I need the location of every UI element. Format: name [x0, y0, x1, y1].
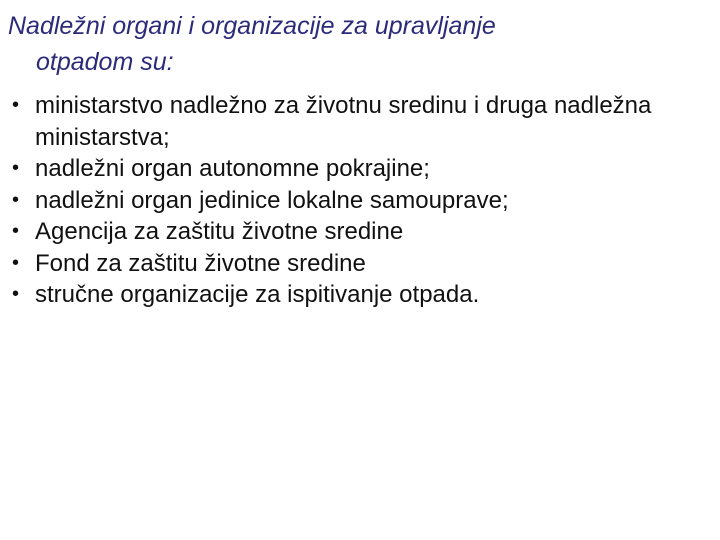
bullet-icon: •	[12, 157, 20, 179]
list-item-text: Agencija za zaštitu životne sredine	[35, 218, 404, 245]
list-item-text: Fond za zaštitu životne sredine	[35, 249, 366, 277]
slide-title	[8, 8, 688, 80]
list-item-text: ministarstvo nadležno za životnu sredinu i druga nadležna ministarstva;	[35, 92, 652, 151]
title-line-1: Nadležni organi i organizacije za upravljanje	[8, 12, 496, 40]
title-line-2: otpadom su:	[36, 48, 174, 76]
list-item	[12, 90, 702, 153]
list-item-text: nadležni organ jedinice lokalne samouprave;	[35, 186, 509, 214]
bullet-list	[12, 90, 702, 311]
list-item	[12, 248, 702, 280]
bullet-icon: •	[12, 220, 20, 242]
bullet-icon: •	[12, 94, 20, 116]
bullet-icon: •	[12, 251, 20, 274]
list-item	[12, 185, 702, 217]
list-item	[12, 279, 702, 311]
bullet-icon: •	[12, 283, 20, 305]
list-item	[12, 153, 702, 185]
list-item-text: nadležni organ autonomne pokrajine;	[35, 155, 430, 182]
list-item-text: stručne organizacije za ispitivanje otpada.	[35, 281, 480, 308]
bullet-icon: •	[12, 188, 20, 211]
list-item	[12, 216, 702, 248]
